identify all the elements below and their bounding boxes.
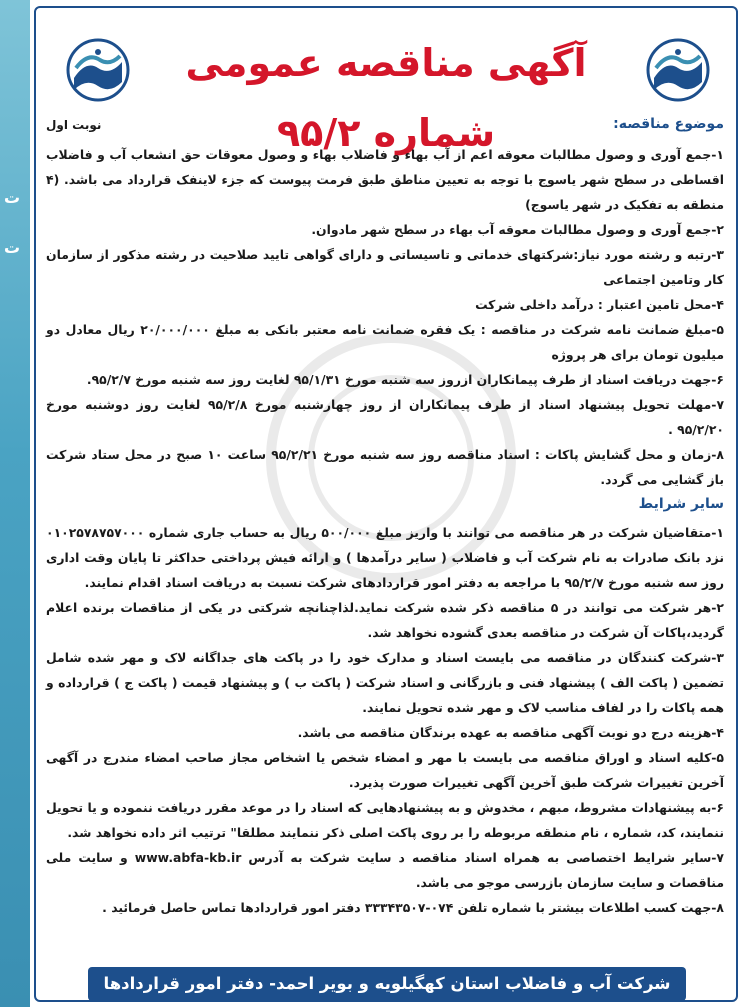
water-company-logo-icon xyxy=(66,38,130,102)
left-side-strip xyxy=(0,0,30,1007)
list-item: ۱-جمع آوری و وصول مطالبات معوقه اعم از آب بهاء و فاضلاب بهاء و وصول معوقات حق انشعاب آب و فاضلاب اقساطی در سطح شهر یاسوج با توجه به تعیین مناطق طبق فرمت پیوست که جزء لاینفک قرارداد می باشد. (۴ منطقه به تفکیک در شهر یاسوج) xyxy=(46,147,724,212)
announcement-frame xyxy=(34,6,738,1002)
list-item: ۴-هزینه درج دو نوبت آگهی مناقصه به عهده برندگان مناقصه می باشد. xyxy=(297,725,724,740)
list-item: ۲-جمع آوری و وصول مطالبات معوقه آب بهاء در سطح شهر مادوان. xyxy=(311,222,724,237)
list-item: ۸-جهت کسب اطلاعات بیشتر با شماره تلفن ۰۷۴-۳۳۳۴۳۵۰۷ دفتر امور قراردادها تماس حاصل فرمائید . xyxy=(102,900,724,915)
list-item: ۶-جهت دریافت اسناد از طرف پیمانکاران ازروز سه شنبه مورخ ۹۵/۱/۳۱ لغایت روز سه شنبه مورخ ۹۵/۲/۷. xyxy=(86,372,724,387)
footer-company-banner: شرکت آب و فاضلاب استان کهگیلویه و بویر احمد- دفتر امور قراردادها xyxy=(88,967,686,1001)
strip-mark: ت xyxy=(4,188,21,207)
subject-items xyxy=(46,142,724,492)
list-item: ۷-مهلت تحویل پیشنهاد اسناد از طرف پیمانکاران از روز چهارشنبه مورخ ۹۵/۲/۸ لغایت روز دوشنبه مورخ ۹۵/۲/۲۰ . xyxy=(46,397,725,437)
list-item: ۷-سایر شرایط اختصاصی به همراه اسناد مناقصه د سایت شرکت به آدرس www.abfa-kb.ir و سایت ملی مناقصات و سایت سازمان بازرسی موجو می باشد. xyxy=(46,850,724,890)
list-item: ۳-رتبه و رشته مورد نیاز:شرکتهای خدماتی و تاسیساتی و دارای گواهی تایید صلاحیت در رشته مذکور از سازمان کار وتامین اجتماعی xyxy=(46,247,724,287)
other-conditions-items xyxy=(46,520,724,920)
list-item: ۱-متقاضیان شرکت در هر مناقصه می توانند با واریز مبلغ ۵۰۰/۰۰۰ ریال به حساب جاری شماره ۰۱۰۲۵۷۸۷۵۷۰۰۰ نزد بانک صادرات به نام شرکت آب و فاضلاب ( سایر درآمدها ) و ارائه فیش پرداختی حداکثر تا پایان وقت اداری روز سه شنبه مورخ ۹۵/۲/۷ با مراجعه به دفتر امور قراردادهای شرکت نسبت به دریافت اسناد اقدام نمایند. xyxy=(46,525,724,590)
strip-mark: ت xyxy=(4,238,21,257)
list-item: ۳-شرکت کنندگان در مناقصه می بایست اسناد و مدارک خود را در پاکت های جداگانه لاک و مهر شده شامل تضمین ( پاکت الف ) پیشنهاد فنی و بازرگانی و اسناد شرکت ( پاکت ب ) و پیشنهاد قیمت ( پاکت ج ) قرارداده و همه پاکات را در لفاف مناسب لاک و مهر شده تحویل نمایند. xyxy=(46,650,724,715)
list-item: ۲-هر شرکت می توانند در ۵ مناقصه ذکر شده شرکت نماید.لذاچنانچه شرکتی در یکی از مناقصات برنده اعلام گردید،پاکات آن شرکت در مناقصه بعدی گشوده نخواهد شد. xyxy=(46,600,724,640)
water-company-logo-icon xyxy=(646,38,710,102)
subject-heading: موضوع مناقصه: xyxy=(613,116,724,132)
announcement-title: آگهی مناقصه عمومی شماره ۹۵/۲ xyxy=(185,41,587,155)
list-item: ۴-محل تامین اعتبار : درآمد داخلی شرکت xyxy=(475,297,724,312)
round-label: نوبت اول xyxy=(46,118,102,132)
list-item: ۵-مبلغ ضمانت نامه شرکت در مناقصه : یک فقره ضمانت نامه معتبر بانکی به مبلغ ۲۰/۰۰۰/۰۰۰ ریال معادل دو میلیون تومان برای هر پروژه xyxy=(46,322,724,362)
other-conditions-heading: سایر شرایط xyxy=(638,496,724,512)
list-item: ۸-زمان و محل گشایش پاکات : اسناد مناقصه روز سه شنبه مورخ ۹۵/۲/۲۱ ساعت ۱۰ صبح در محل ستاد شرکت باز گشایی می گردد. xyxy=(46,447,724,487)
list-item: ۵-کلیه اسناد و اوراق مناقصه می بایست با مهر و امضاء شخص یا اشخاص مجاز صاحب امضاء مندرج در آگهی آخرین تغییرات شرکت طبق آخرین آگهی تغییرات صورت پذیرد. xyxy=(46,750,724,790)
list-item: ۶-به پیشنهادات مشروط، مبهم ، مخدوش و به پیشنهادهایی که اسناد را در موعد مقرر دریافت ننموده و یا تحویل ننمایند، کد، شماره ، نام منطقه مربوطه را بر روی پاکت اصلی ذکر ننمایند مطلقا" ترتیب اثر داده نخواهد شد. xyxy=(46,800,724,840)
